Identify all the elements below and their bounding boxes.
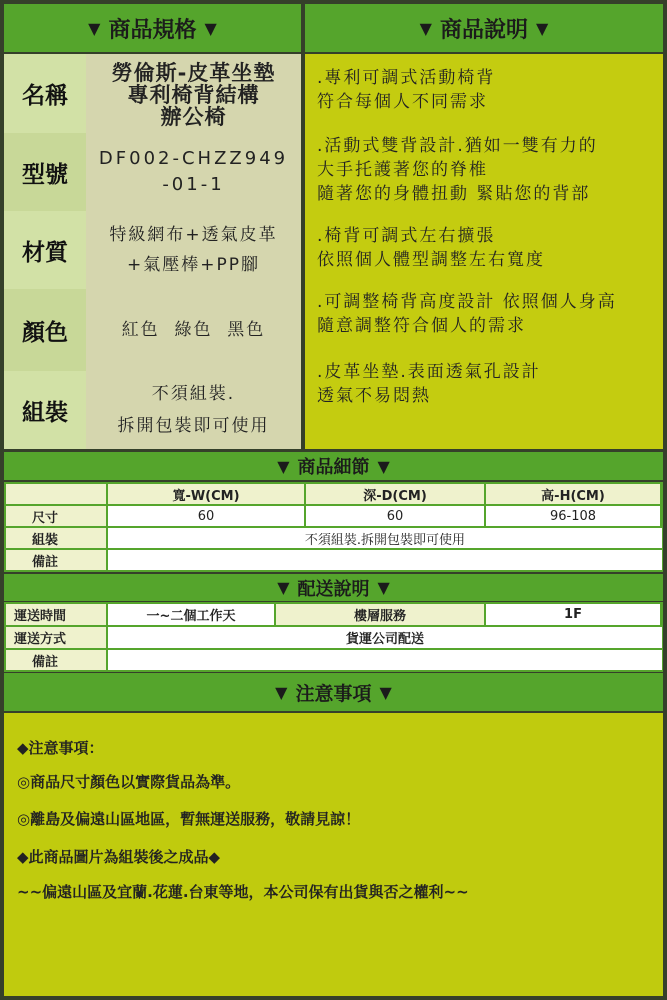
delivery-floor-label: 樓層服務 bbox=[276, 604, 484, 625]
notes-header-title: 注意事項 bbox=[295, 682, 372, 705]
description-item: .椅背可調式左右擴張 依照個人體型調整左右寬度 bbox=[317, 226, 545, 270]
details-assembly-label: 組裝 bbox=[6, 528, 106, 548]
details-assembly-row bbox=[6, 528, 662, 548]
details-size-depth: 60 bbox=[306, 506, 484, 526]
description-item: .活動式雙背設計.猶如一雙有力的 大手托護著您的脊椎 隨著您的身體扭動 緊貼您的背部 bbox=[317, 136, 598, 204]
notes-panel bbox=[4, 713, 663, 996]
spec-label-model: 型號 bbox=[4, 133, 86, 211]
triangle-down-icon: ▼ bbox=[377, 456, 390, 476]
notes-line: ~~偏遠山區及宜蘭.花蓮.台東等地，本公司保有出貨與否之權利~~ bbox=[17, 883, 469, 901]
spec-header-title: 商品規格 bbox=[108, 17, 197, 43]
spec-value-assembly: 不須組裝. 拆開包裝即可使用 bbox=[86, 371, 301, 449]
details-assembly-value: 不須組裝.拆開包裝即可使用 bbox=[108, 528, 662, 548]
delivery-method-row bbox=[6, 627, 662, 648]
spec-value-model: DF002-CHZZ949 -01-1 bbox=[86, 133, 301, 211]
triangle-down-icon: ▼ bbox=[536, 18, 549, 38]
delivery-remark-label: 備註 bbox=[6, 650, 106, 670]
details-column-height: 高-H(CM) bbox=[486, 484, 660, 504]
details-header bbox=[4, 452, 663, 480]
delivery-method-value: 貨運公司配送 bbox=[108, 627, 662, 648]
triangle-down-icon: ▼ bbox=[88, 18, 101, 38]
details-size-label: 尺寸 bbox=[6, 506, 106, 526]
notes-line: ◆注意事項： bbox=[17, 739, 104, 757]
details-remark-row bbox=[6, 550, 662, 570]
description-item: .可調整椅背高度設計 依照個人身高 隨意調整符合個人的需求 bbox=[317, 292, 617, 336]
triangle-down-icon: ▼ bbox=[419, 18, 432, 38]
description-header bbox=[305, 4, 663, 52]
description-header-title: 商品說明 bbox=[439, 17, 528, 43]
spec-label-name: 名稱 bbox=[4, 54, 86, 133]
notes-line: ◆此商品圖片為組裝後之成品◆ bbox=[17, 848, 221, 866]
description-item: .專利可調式活動椅背 符合每個人不同需求 bbox=[317, 68, 496, 112]
details-remark-value bbox=[108, 550, 662, 570]
spec-table bbox=[4, 54, 301, 449]
details-column-header-row bbox=[6, 484, 662, 504]
spec-value-material: 特級網布+透氣皮革 +氣壓棒+PP腳 bbox=[86, 211, 301, 289]
triangle-down-icon: ▼ bbox=[204, 18, 217, 38]
triangle-down-icon: ▼ bbox=[277, 578, 290, 597]
triangle-down-icon: ▼ bbox=[277, 456, 290, 476]
delivery-method-label: 運送方式 bbox=[6, 627, 106, 648]
triangle-down-icon: ▼ bbox=[377, 578, 390, 597]
spec-label-color: 顏色 bbox=[4, 289, 86, 371]
triangle-down-icon: ▼ bbox=[379, 682, 392, 702]
notes-line: ◎商品尺寸顏色以實際貨品為準。 bbox=[17, 773, 241, 791]
delivery-remark-row bbox=[6, 650, 662, 670]
details-remark-label: 備註 bbox=[6, 550, 106, 570]
spec-value-color: 紅色 綠色 黑色 bbox=[86, 289, 301, 371]
notes-line: ◎離島及偏遠山區地區，暫無運送服務，敬請見諒！ bbox=[17, 810, 361, 828]
details-corner-cell bbox=[6, 484, 106, 504]
details-size-row bbox=[6, 506, 662, 526]
spec-label-material: 材質 bbox=[4, 211, 86, 289]
notes-header bbox=[4, 673, 663, 711]
delivery-remark-value bbox=[108, 650, 662, 670]
description-item: .皮革坐墊.表面透氣孔設計 透氣不易悶熱 bbox=[317, 362, 541, 406]
delivery-time-label: 運送時間 bbox=[6, 604, 106, 625]
delivery-time-row bbox=[6, 604, 662, 625]
details-size-width: 60 bbox=[108, 506, 304, 526]
triangle-down-icon: ▼ bbox=[275, 682, 288, 702]
spec-value-name: 勞倫斯-皮革坐墊 專利椅背結構 辦公椅 bbox=[86, 54, 301, 133]
details-size-height: 96-108 bbox=[486, 506, 660, 526]
details-header-title: 商品細節 bbox=[297, 457, 370, 478]
delivery-time-value: 一~二個工作天 bbox=[108, 604, 274, 625]
details-column-width: 寬-W(CM) bbox=[108, 484, 304, 504]
delivery-floor-value: 1F bbox=[486, 604, 660, 625]
delivery-header bbox=[4, 574, 663, 601]
spec-label-assembly: 組裝 bbox=[4, 371, 86, 449]
spec-header bbox=[4, 4, 301, 52]
details-column-depth: 深-D(CM) bbox=[306, 484, 484, 504]
delivery-header-title: 配送說明 bbox=[297, 578, 370, 600]
description-panel bbox=[305, 54, 663, 449]
